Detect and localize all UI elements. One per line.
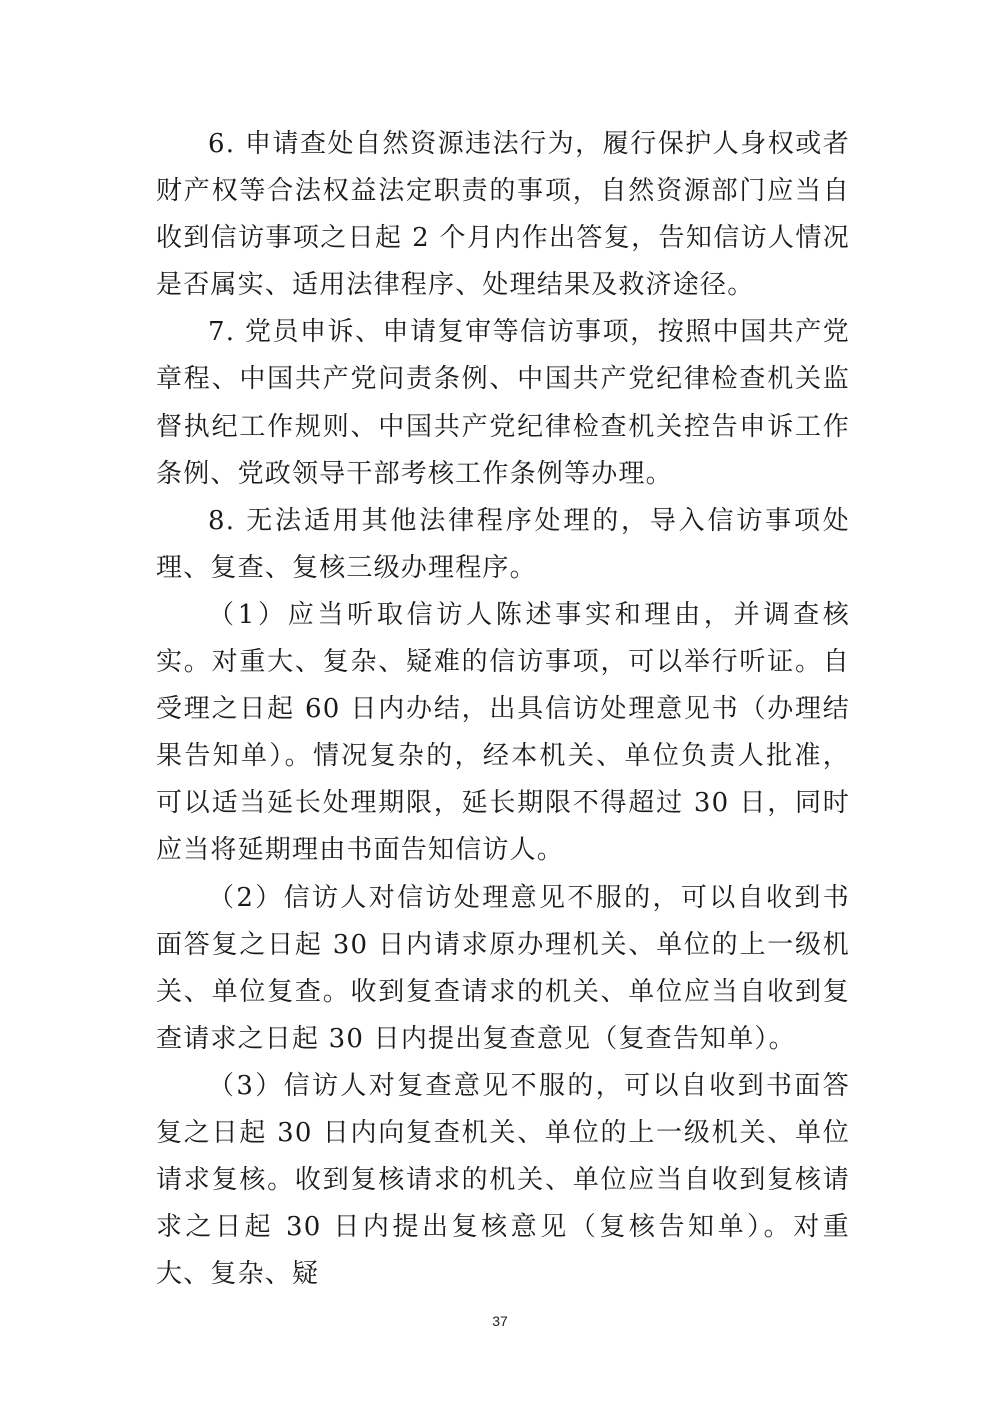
paragraph-7: 7. 党员申诉、申请复审等信访事项，按照中国共产党章程、中国共产党问责条例、中国共产党纪律检查机关监督执纪工作规则、中国共产党纪律检查机关控告申诉工作条例、党政领导干部考核工作条例等办理。 xyxy=(156,317,850,489)
paragraph-6: 6. 申请查处自然资源违法行为，履行保护人身权或者财产权等合法权益法定职责的事项，自然资源部门应当自收到信访事项之日起 2 个月内作出答复，告知信访人情况是否属实、适用法律程序、处理结果及救济途径。 xyxy=(156,129,850,301)
page-number: 37 xyxy=(492,1313,508,1329)
paragraph-8-2: （2）信访人对信访处理意见不服的，可以自收到书面答复之日起 30 日内请求原办理机关、单位的上一级机关、单位复查。收到复查请求的机关、单位应当自收到复查请求之日起 30 日内提出复查意见（复查告知单）。 xyxy=(156,882,850,1054)
body-text xyxy=(156,121,850,1298)
paragraph-8-1: （1）应当听取信访人陈述事实和理由，并调查核实。对重大、复杂、疑难的信访事项，可以举行听证。自受理之日起 60 日内办结，出具信访处理意见书（办理结果告知单）。情况复杂的，经本机关、单位负责人批准，可以适当延长处理期限，延长期限不得超过 30 日，同时应当将延期理由书面告知信访人。 xyxy=(156,599,850,866)
paragraph-8-3: （3）信访人对复查意见不服的，可以自收到书面答复之日起 30 日内向复查机关、单位的上一级机关、单位请求复核。收到复核请求的机关、单位应当自收到复核请求之日起 30 日内提出复核意见（复核告知单）。对重大、复杂、疑 xyxy=(156,1070,850,1290)
paragraph-8: 8. 无法适用其他法律程序处理的，导入信访事项处理、复查、复核三级办理程序。 xyxy=(156,505,850,583)
